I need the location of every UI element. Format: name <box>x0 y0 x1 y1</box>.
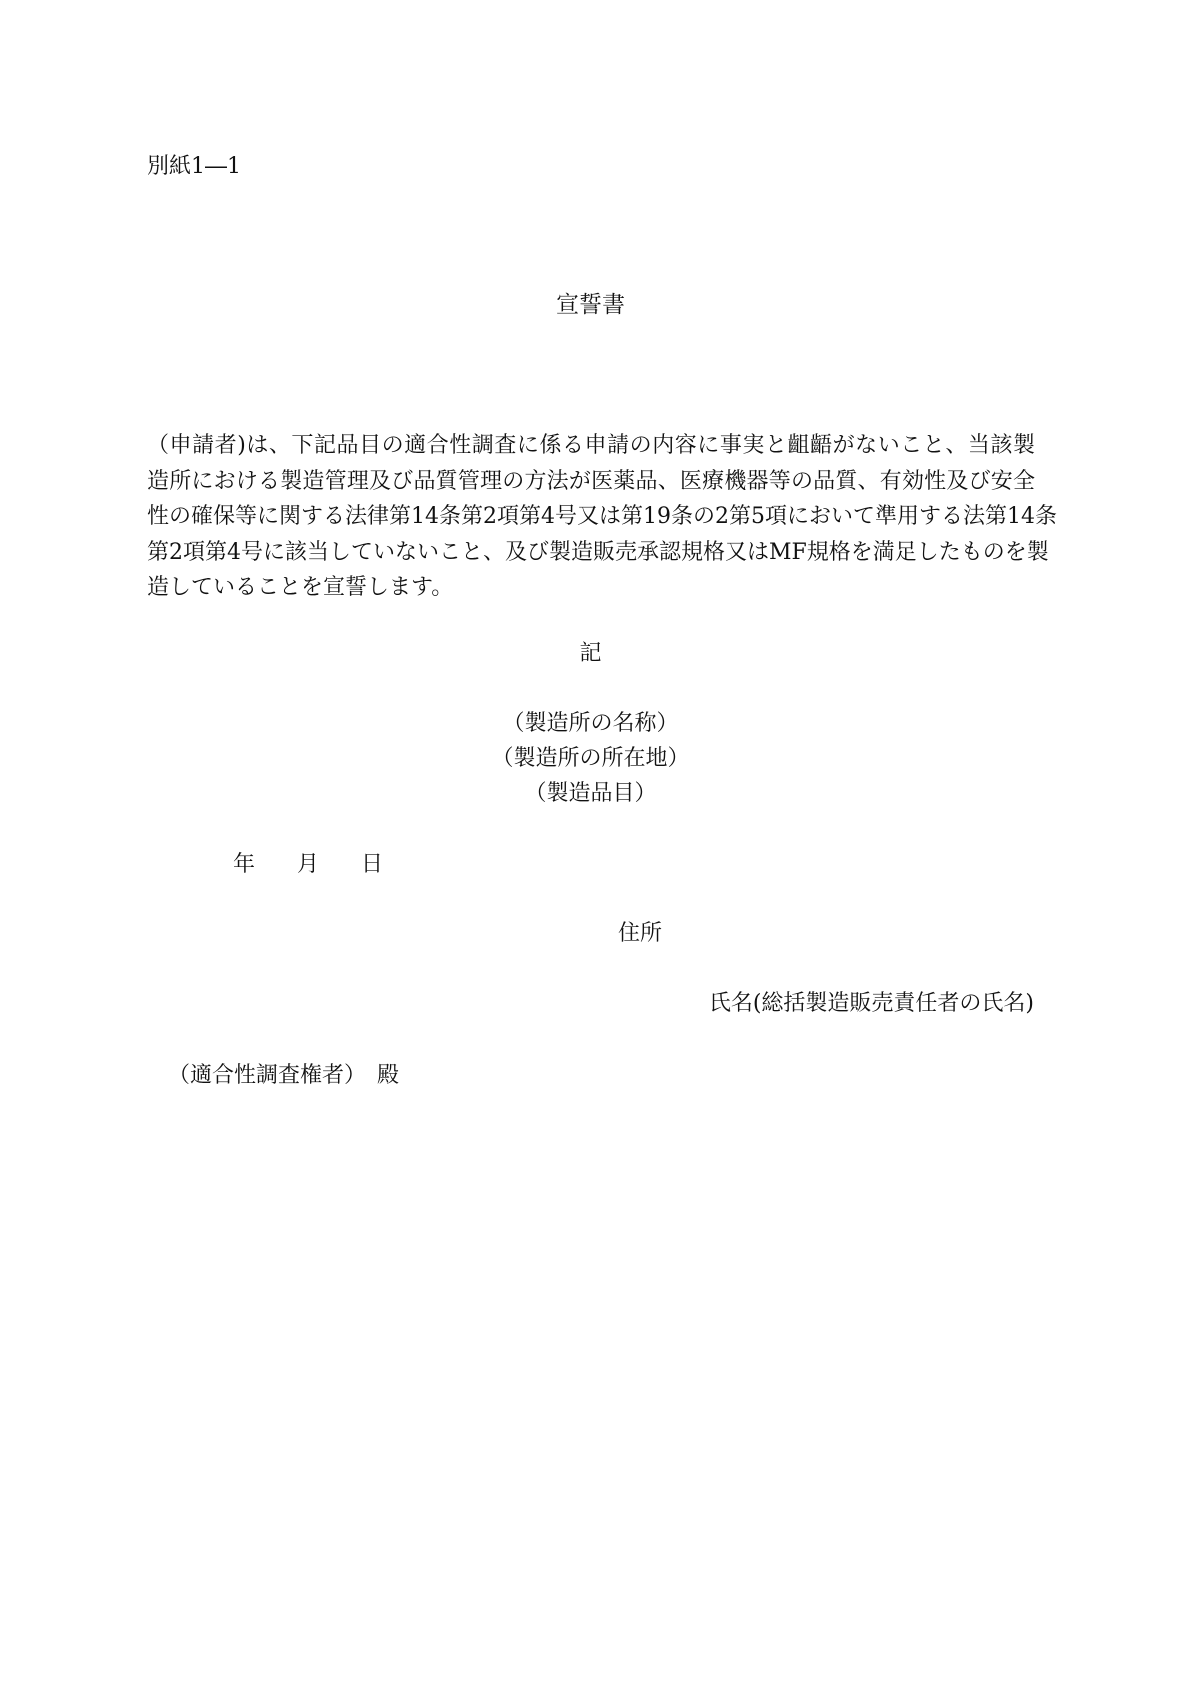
paragraph-line: 造していることを宣誓します。 <box>147 575 454 600</box>
date-year: 年 <box>233 852 256 877</box>
date-day: 日 <box>361 852 384 877</box>
manufactured-product: （製造品目） <box>524 781 657 806</box>
item-list <box>0 706 1181 811</box>
attachment-label: 別紙1―1 <box>147 154 241 179</box>
declaration-paragraph <box>147 428 1057 606</box>
paragraph-line: （申請者)は、下記品目の適合性調査に係る申請の内容に事実と齟齬がないこと、当該製 <box>147 433 1035 458</box>
date-line <box>233 851 383 879</box>
document-title: 宣誓書 <box>556 292 625 318</box>
date-month: 月 <box>297 852 320 877</box>
manufacturing-site-address: （製造所の所在地） <box>491 746 690 771</box>
addressee: （適合性調査権者） 殿 <box>168 1063 400 1088</box>
address-label: 住所 <box>618 921 663 946</box>
paragraph-line: 第2項第4号に該当していないこと、及び製造販売承認規格又はMF規格を満足したものを製 <box>147 539 1049 565</box>
name-label: 氏名(総括製造販売責任者の氏名) <box>708 991 1034 1016</box>
ki-heading: 記 <box>579 641 602 666</box>
paragraph-line: 性の確保等に関する法律第14条第2項第4号又は第19条の2第5項において準用する法第14条 <box>147 504 1057 529</box>
paragraph-line: 造所における製造管理及び品質管理の方法が医薬品、医療機器等の品質、有効性及び安全 <box>147 468 1035 494</box>
manufacturing-site-name: （製造所の名称） <box>502 711 679 736</box>
